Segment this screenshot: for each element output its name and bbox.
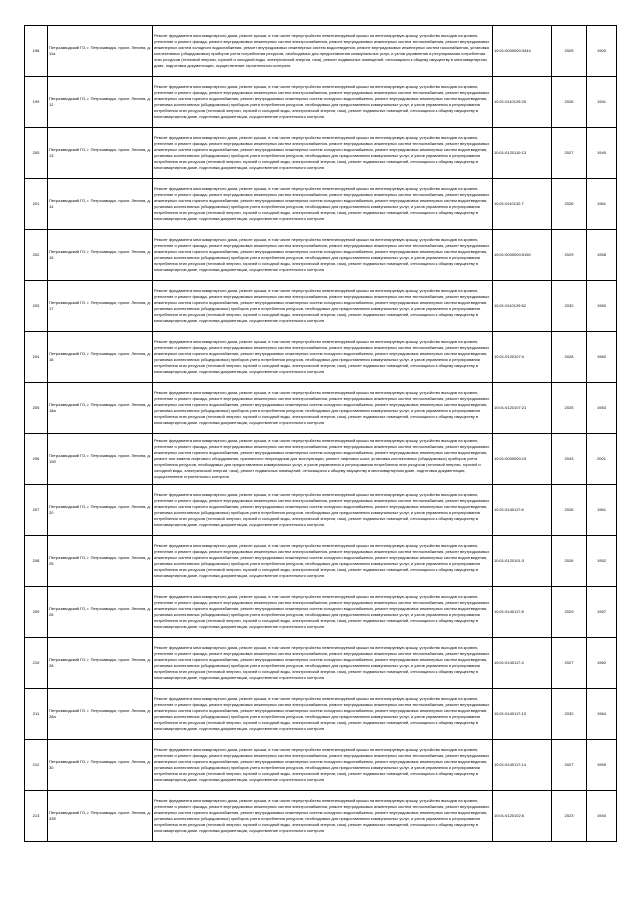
build-year-cell: 2001 <box>587 434 617 485</box>
cadastral-number-cell: 10:01:0110132:7 <box>493 179 552 230</box>
planned-year-cell: 2026 <box>552 536 587 587</box>
address-cell: Петрозаводский ГО, г. Петрозаводск, просп. Ленина, д. 17 <box>48 281 153 332</box>
address-cell: Петрозаводский ГО, г. Петрозаводск, просп. Ленина, д. 11а <box>48 26 153 77</box>
address-cell: Петрозаводский ГО, г. Петрозаводск, просп. Ленина, д. 25 <box>48 536 153 587</box>
planned-year-cell: 2029 <box>552 230 587 281</box>
build-year-cell: 1959 <box>587 740 617 791</box>
build-year-cell: 1956 <box>587 230 617 281</box>
repair-program-table <box>24 25 617 842</box>
works-cell: Ремонт фундамента многоквартирного дома, ремонт крыши, в том числе переустройство невентилируемой крыши на вентилируемую крышу, устройство выходов на кровлю, утепление и ремонт фасада, ремонт внутридомовых инженерных систем электроснабжения, ремонт внутридомовых инженерных систем теплоснабжения, ремонт внутридомовых инженерных систем горячего водоснабжения, ремонт внутридомовых инженерных систем холодного водоснабжения, ремонт внутридомовых инженерных систем водоотведения, установка коллективных (общедомовых) приборов учета потребления ресурсов, необходимых для предоставления коммунальных услуг, и узлов управления и регулирования потребления этих ресурсов (тепловой энергии, горячей и холодной воды, электрической энергии, газа), ремонт подвальных помещений, относящихся к общему имуществу в многоквартирном доме, подготовка документации, осуществление строительного контроля <box>153 536 493 587</box>
table-row <box>25 791 617 842</box>
table-row <box>25 485 617 536</box>
cadastral-number-cell: 10:01:0140117:8 <box>493 587 552 638</box>
build-year-cell: 1960 <box>587 332 617 383</box>
cadastral-number-cell: 10:01:0120110:13 <box>493 128 552 179</box>
planned-year-cell: 2023 <box>552 791 587 842</box>
planned-year-cell: 2032 <box>552 281 587 332</box>
cadastral-number-cell: 10:01:0120102:6 <box>493 791 552 842</box>
works-cell: Ремонт фундамента многоквартирного дома, ремонт крыши, в том числе переустройство невентилируемой крыши на вентилируемую крышу, устройство выходов на кровлю, утепление и ремонт фасада, ремонт внутридомовых инженерных систем электроснабжения, ремонт внутридомовых инженерных систем теплоснабжения, ремонт внутридомовых инженерных систем горячего водоснабжения, ремонт внутридомовых инженерных систем холодного водоснабжения, ремонт внутридомовых инженерных систем водоотведения, установка коллективных (общедомовых) приборов учета потребления ресурсов, необходимых для предоставления коммунальных услуг, и узлов управления и регулирования потребления этих ресурсов (тепловой энергии, горячей и холодной воды, электрической энергии, газа), ремонт подвальных помещений, относящихся к общему имуществу в многоквартирном доме, подготовка документации, осуществление строительного контроля <box>153 740 493 791</box>
address-cell: Петрозаводский ГО, г. Петрозаводск, просп. Ленина, д. 26 <box>48 587 153 638</box>
build-year-cell: 1961 <box>587 485 617 536</box>
row-number: 200 <box>25 128 48 179</box>
row-number: 213 <box>25 791 48 842</box>
cadastral-number-cell: 10:01:0140117:6 <box>493 485 552 536</box>
build-year-cell: 1952 <box>587 536 617 587</box>
build-year-cell: 1941 <box>587 77 617 128</box>
table-body <box>25 26 617 842</box>
works-cell: Ремонт фундамента многоквартирного дома, ремонт крыши, в том числе переустройство невентилируемой крыши на вентилируемую крышу, устройство выходов на кровлю, утепление и ремонт фасада, ремонт внутридомовых инженерных систем электроснабжения, ремонт внутридомовых инженерных систем теплоснабжения, ремонт внутридомовых инженерных систем горячего водоснабжения, ремонт внутридомовых инженерных систем холодного водоснабжения, ремонт внутридомовых инженерных систем водоотведения, установка коллективных (общедомовых) приборов учета потребления ресурсов, необходимых для предоставления коммунальных услуг, и узлов управления и регулирования потребления этих ресурсов (тепловой энергии, горячей и холодной воды, электрической энергии, газа), ремонт подвальных помещений, относящихся к общему имуществу в многоквартирном доме, подготовка документации, осуществление строительного контроля <box>153 281 493 332</box>
works-cell: Ремонт фундамента многоквартирного дома, ремонт крыши, в том числе переустройство невентилируемой крыши на вентилируемую крышу, устройство выходов на кровлю, утепление и ремонт фасада, ремонт внутридомовых инженерных систем электроснабжения, ремонт внутридомовых инженерных систем теплоснабжения, ремонт внутридомовых инженерных систем горячего водоснабжения, ремонт внутридомовых инженерных систем холодного водоснабжения, ремонт внутридомовых инженерных систем водоотведения, установка коллективных (общедомовых) приборов учета потребления ресурсов, необходимых для предоставления коммунальных услуг, и узлов управления и регулирования потребления этих ресурсов (тепловой энергии, горячей и холодной воды, электрической энергии, газа), ремонт подвальных помещений, относящихся к общему имуществу в многоквартирном доме, подготовка документации, осуществление строительного контроля <box>153 230 493 281</box>
works-cell: Ремонт фундамента многоквартирного дома, ремонт крыши, в том числе переустройство невентилируемой крыши на вентилируемую крышу, устройство выходов на кровлю, утепление и ремонт фасада, ремонт внутридомовых инженерных систем электроснабжения, ремонт внутридомовых инженерных систем теплоснабжения, ремонт внутридомовых инженерных систем горячего водоснабжения, ремонт внутридомовых инженерных систем холодного водоснабжения, ремонт внутридомовых инженерных систем водоотведения, установка коллективных (общедомовых) приборов учета потребления ресурсов, необходимых для предоставления коммунальных услуг, и узлов управления и регулирования потребления этих ресурсов (тепловой энергии, горячей и холодной воды, электрической энергии, газа), ремонт подвальных помещений, относящихся к общему имуществу в многоквартирном доме, подготовка документации, осуществление строительного контроля <box>153 791 493 842</box>
row-number: 207 <box>25 485 48 536</box>
row-number: 212 <box>25 740 48 791</box>
cadastral-number-cell: 10:01:0120107:4 <box>493 332 552 383</box>
build-year-cell: 1940 <box>587 791 617 842</box>
table-row <box>25 740 617 791</box>
row-number: 205 <box>25 383 48 434</box>
works-cell: Ремонт фундамента многоквартирного дома, ремонт крыши, в том числе переустройство невентилируемой крыши на вентилируемую крышу, устройство выходов на кровлю, утепление и ремонт фасада, ремонт внутридомовых инженерных систем электроснабжения, ремонт внутридомовых инженерных систем теплоснабжения, ремонт внутридомовых инженерных систем горячего водоснабжения, ремонт внутридомовых инженерных систем холодного водоснабжения, ремонт внутридомовых инженерных систем водоотведения, установка коллективных (общедомовых) приборов учета потребления ресурсов, необходимых для предоставления коммунальных услуг, и узлов управления и регулирования потребления этих ресурсов (тепловой энергии, горячей и холодной воды, электрической энергии, газа), ремонт подвальных помещений, относящихся к общему имуществу в многоквартирном доме, подготовка документации, осуществление строительного контроля <box>153 587 493 638</box>
table-row <box>25 332 617 383</box>
build-year-cell: 1964 <box>587 689 617 740</box>
cadastral-number-cell: 10:01:0110129:25 <box>493 77 552 128</box>
table-row <box>25 77 617 128</box>
row-number: 201 <box>25 179 48 230</box>
address-cell: Петрозаводский ГО, г. Петрозаводск, просп. Ленина, д. 18 <box>48 332 153 383</box>
planned-year-cell: 2026 <box>552 179 587 230</box>
build-year-cell: 1900 <box>587 26 617 77</box>
address-cell: Петрозаводский ГО, г. Петрозаводск, просп. Ленина, д. 28 <box>48 638 153 689</box>
build-year-cell: 1962 <box>587 638 617 689</box>
build-year-cell: 1961 <box>587 179 617 230</box>
address-cell: Петрозаводский ГО, г. Петрозаводск, просп. Ленина, д. 13 <box>48 128 153 179</box>
address-cell: Петрозаводский ГО, г. Петрозаводск, просп. Ленина, д. 12 <box>48 77 153 128</box>
planned-year-cell: 2026 <box>552 77 587 128</box>
build-year-cell: 1960 <box>587 281 617 332</box>
planned-year-cell: 2027 <box>552 740 587 791</box>
address-cell: Петрозаводский ГО, г. Петрозаводск, просп. Ленина, д. 18а <box>48 383 153 434</box>
row-number: 208 <box>25 536 48 587</box>
planned-year-cell: 2026 <box>552 485 587 536</box>
works-cell: Ремонт фундамента многоквартирного дома, ремонт крыши, в том числе переустройство невентилируемой крыши на вентилируемую крышу, устройство выходов на кровлю, утепление и ремонт фасада, ремонт внутридомовых инженерных систем электроснабжения, ремонт внутридомовых инженерных систем теплоснабжения, ремонт внутридомовых инженерных систем горячего водоснабжения, ремонт внутридомовых инженерных систем холодного водоснабжения, ремонт внутридомовых инженерных систем водоотведения, установка коллективных (общедомовых) приборов учета потребления ресурсов, необходимых для предоставления коммунальных услуг, и узлов управления и регулирования потребления этих ресурсов (тепловой энергии, горячей и холодной воды, электрической энергии, газа), ремонт подвальных помещений, относящихся к общему имуществу в многоквартирном доме, подготовка документации, осуществление строительного контроля <box>153 77 493 128</box>
works-cell: Ремонт фундамента многоквартирного дома, ремонт крыши, в том числе переустройство невентилируемой крыши на вентилируемую крышу, устройство выходов на кровлю, утепление и ремонт фасада, ремонт внутридомовых инженерных систем электроснабжения, ремонт внутридомовых инженерных систем теплоснабжения, ремонт внутридомовых инженерных систем горячего водоснабжения, ремонт внутридомовых инженерных систем холодного водоснабжения, ремонт внутридомовых инженерных систем водоотведения, установка коллективных (общедомовых) приборов учета потребления ресурсов, необходимых для предоставления коммунальных услуг, и узлов управления и регулирования потребления этих ресурсов (тепловой энергии, горячей и холодной воды, электрической энергии, газа), ремонт подвальных помещений, относящихся к общему имуществу в многоквартирном доме, подготовка документации, осуществление строительного контроля <box>153 689 493 740</box>
address-cell: Петрозаводский ГО, г. Петрозаводск, просп. Ленина, д. 30 <box>48 740 153 791</box>
row-number: 198 <box>25 26 48 77</box>
works-cell: Ремонт фундамента многоквартирного дома, ремонт крыши, в том числе переустройство невентилируемой крыши на вентилируемую крышу, устройство выходов на кровлю, утепление и ремонт фасада, ремонт внутридомовых инженерных систем электроснабжения, ремонт внутридомовых инженерных систем теплоснабжения, ремонт внутридомовых инженерных систем горячего водоснабжения, ремонт внутридомовых инженерных систем холодного водоснабжения, ремонт внутридомовых инженерных систем водоотведения, установка коллективных (общедомовых) приборов учета потребления ресурсов, необходимых для предоставления коммунальных услуг, и узлов управления и регулирования потребления этих ресурсов (тепловой энергии, горячей и холодной воды, электрической энергии, газа), ремонт подвальных помещений, относящихся к общему имуществу в многоквартирном доме, подготовка документации, осуществление строительного контроля <box>153 128 493 179</box>
cadastral-number-cell: 10:01:0140117:4 <box>493 638 552 689</box>
build-year-cell: 1957 <box>587 587 617 638</box>
address-cell: Петрозаводский ГО, г. Петрозаводск, просп. Ленина, д. 15 <box>48 230 153 281</box>
build-year-cell: 1945 <box>587 128 617 179</box>
planned-year-cell: 2027 <box>552 638 587 689</box>
works-cell: Ремонт фундамента многоквартирного дома, ремонт крыши, в том числе переустройство невентилируемой крыши на вентилируемую крышу, устройство выходов на кровлю, утепление и ремонт фасада, ремонт внутридомовых инженерных систем электроснабжения, ремонт внутридомовых инженерных систем теплоснабжения, ремонт внутридомовых инженерных систем горячего водоснабжения, ремонт внутридомовых инженерных систем холодного водоснабжения, ремонт внутридомовых инженерных систем водоотведения, установка коллективных (общедомовых) приборов учета потребления ресурсов, необходимых для предоставления коммунальных услуг, и узлов управления и регулирования потребления этих ресурсов (тепловой энергии, горячей и холодной воды, электрической энергии, газа), ремонт подвальных помещений, относящихся к общему имуществу в многоквартирном доме, подготовка документации, осуществление строительного контроля <box>153 383 493 434</box>
works-cell: Ремонт фундамента многоквартирного дома, ремонт крыши, в том числе переустройство невентилируемой крыши на вентилируемую крышу, устройство выходов на кровлю, утепление и ремонт фасада, ремонт внутридомовых инженерных систем электроснабжения, ремонт внутридомовых инженерных систем теплоснабжения, ремонт внутридомовых инженерных систем горячего водоснабжения, ремонт внутридомовых инженерных систем холодного водоснабжения, ремонт внутридомовых инженерных систем водоотведения, установка коллективных (общедомовых) приборов учета потребления ресурсов, необходимых для предоставления коммунальных услуг, и узлов управления и регулирования потребления этих ресурсов (тепловой энергии, горячей и холодной воды, электрической энергии, газа), ремонт подвальных помещений, относящихся к общему имуществу в многоквартирном доме, подготовка документации, осуществление строительного контроля <box>153 179 493 230</box>
row-number: 199 <box>25 77 48 128</box>
works-cell: Ремонт фундамента многоквартирного дома, ремонт крыши, в том числе переустройство невентилируемой крыши на вентилируемую крышу, устройство выходов на кровлю, утепление и ремонт фасада, ремонт внутридомовых инженерных систем электроснабжения, ремонт внутридомовых инженерных систем теплоснабжения, ремонт внутридомовых инженерных систем холодного водоснабжения, ремонт внутридомовых инженерных систем водоотведения, ремонт внутридомовых инженерных систем газоснабжения, установка коллективных (общедомовых) приборов учета потребления ресурсов, необходимых для предоставления коммунальных услуг, и узлов управления и регулирования потребления этих ресурсов (тепловой энергии, горячей и холодной воды, электрической энергии, газа), ремонт подвальных помещений, относящихся к общему имуществу в многоквартирном доме, подготовка документации, осуществление строительного контроля <box>153 26 493 77</box>
table-row <box>25 587 617 638</box>
works-cell: Ремонт фундамента многоквартирного дома, ремонт крыши, в том числе переустройство невентилируемой крыши на вентилируемую крышу, устройство выходов на кровлю, утепление и ремонт фасада, ремонт внутридомовых инженерных систем электроснабжения, ремонт внутридомовых инженерных систем теплоснабжения, ремонт внутридомовых инженерных систем горячего водоснабжения, ремонт внутридомовых инженерных систем холодного водоснабжения, ремонт внутридомовых инженерных систем водоотведения, установка коллективных (общедомовых) приборов учета потребления ресурсов, необходимых для предоставления коммунальных услуг, и узлов управления и регулирования потребления этих ресурсов (тепловой энергии, горячей и холодной воды, электрической энергии, газа), ремонт подвальных помещений, относящихся к общему имуществу в многоквартирном доме, подготовка документации, осуществление строительного контроля <box>153 638 493 689</box>
table-row <box>25 230 617 281</box>
cadastral-number-cell: 10:01:0140117:14 <box>493 740 552 791</box>
row-number: 209 <box>25 587 48 638</box>
table-row <box>25 281 617 332</box>
cadastral-number-cell: 10:01:0110129:52 <box>493 281 552 332</box>
works-cell: Ремонт фундамента многоквартирного дома, ремонт крыши, в том числе переустройство невентилируемой крыши на вентилируемую крышу, устройство выходов на кровлю, утепление и ремонт фасада, ремонт внутридомовых инженерных систем электроснабжения, ремонт внутридомовых инженерных систем теплоснабжения, ремонт внутридомовых инженерных систем горячего водоснабжения, ремонт внутридомовых инженерных систем холодного водоснабжения, ремонт внутридомовых инженерных систем водоотведения, установка коллективных (общедомовых) приборов учета потребления ресурсов, необходимых для предоставления коммунальных услуг, и узлов управления и регулирования потребления этих ресурсов (тепловой энергии, горячей и холодной воды, электрической энергии, газа), ремонт подвальных помещений, относящихся к общему имуществу в многоквартирном доме, подготовка документации, осуществление строительного контроля <box>153 485 493 536</box>
planned-year-cell: 2028 <box>552 332 587 383</box>
table-row <box>25 689 617 740</box>
planned-year-cell: 2043 <box>552 434 587 485</box>
cadastral-number-cell: 10:01:0140117:13 <box>493 689 552 740</box>
planned-year-cell: 2025 <box>552 26 587 77</box>
build-year-cell: 1953 <box>587 383 617 434</box>
planned-year-cell: 2032 <box>552 689 587 740</box>
address-cell: Петрозаводский ГО, г. Петрозаводск, просп. Ленина, д. 28а <box>48 689 153 740</box>
planned-year-cell: 2027 <box>552 128 587 179</box>
address-cell: Петрозаводский ГО, г. Петрозаводск, просп. Ленина, д. 20 <box>48 485 153 536</box>
cadastral-number-cell: 10:01:0120107:21 <box>493 383 552 434</box>
row-number: 203 <box>25 281 48 332</box>
works-cell: Ремонт фундамента многоквартирного дома, ремонт крыши, в том числе переустройство невентилируемой крыши на вентилируемую крышу, устройство выходов на кровлю, утепление и ремонт фасада, ремонт внутридомовых инженерных систем электроснабжения, ремонт внутридомовых инженерных систем теплоснабжения, ремонт внутридомовых инженерных систем горячего водоснабжения, ремонт внутридомовых инженерных систем холодного водоснабжения, ремонт внутридомовых инженерных систем водоотведения, установка коллективных (общедомовых) приборов учета потребления ресурсов, необходимых для предоставления коммунальных услуг, и узлов управления и регулирования потребления этих ресурсов (тепловой энергии, горячей и холодной воды, электрической энергии, газа), ремонт подвальных помещений, относящихся к общему имуществу в многоквартирном доме, подготовка документации, осуществление строительного контроля <box>153 332 493 383</box>
address-cell: Петрозаводский ГО, г. Петрозаводск, просп. Ленина, д. 14 <box>48 179 153 230</box>
row-number: 204 <box>25 332 48 383</box>
row-number: 206 <box>25 434 48 485</box>
row-number: 211 <box>25 689 48 740</box>
cadastral-number-cell: 10:01:0000000:5150 <box>493 230 552 281</box>
cadastral-number-cell: 10:01:0000000:3444 <box>493 26 552 77</box>
address-cell: Петрозаводский ГО, г. Петрозаводск, просп. Ленина, д. 19б <box>48 434 153 485</box>
table-row <box>25 128 617 179</box>
planned-year-cell: 2025 <box>552 383 587 434</box>
table-row <box>25 638 617 689</box>
address-cell: Петрозаводский ГО, г. Петрозаводск, просп. Ленина, д. 33б <box>48 791 153 842</box>
works-cell: Ремонт фундамента многоквартирного дома, ремонт крыши, в том числе переустройство невентилируемой крыши на вентилируемую крышу, устройство выходов на кровлю, утепление и ремонт фасада, ремонт внутридомовых инженерных систем электроснабжения, ремонт внутридомовых инженерных систем теплоснабжения, ремонт внутридомовых инженерных систем горячего водоснабжения, ремонт внутридомовых инженерных систем холодного водоснабжения, ремонт внутридомовых инженерных систем водоотведения, ремонт или замена лифтового оборудования, признанного непригодным для эксплуатации, ремонт лифтовых шахт, установка коллективных (общедомовых) приборов учета потребления ресурсов, необходимых для предоставления коммунальных услуг, и узлов управления и регулирования потребления этих ресурсов (тепловой энергии, горячей и холодной воды, электрической энергии, газа), ремонт подвальных помещений, относящихся к общему имуществу в многоквартирном доме, подготовка документации, осуществление строительного контроля <box>153 434 493 485</box>
cadastral-number-cell: 10:01:0000000:15 <box>493 434 552 485</box>
planned-year-cell: 2029 <box>552 587 587 638</box>
table-row <box>25 26 617 77</box>
cadastral-number-cell: 10:01:0120101:3 <box>493 536 552 587</box>
table-row <box>25 383 617 434</box>
row-number: 202 <box>25 230 48 281</box>
table-row <box>25 536 617 587</box>
table-row <box>25 179 617 230</box>
row-number: 210 <box>25 638 48 689</box>
table-row <box>25 434 617 485</box>
